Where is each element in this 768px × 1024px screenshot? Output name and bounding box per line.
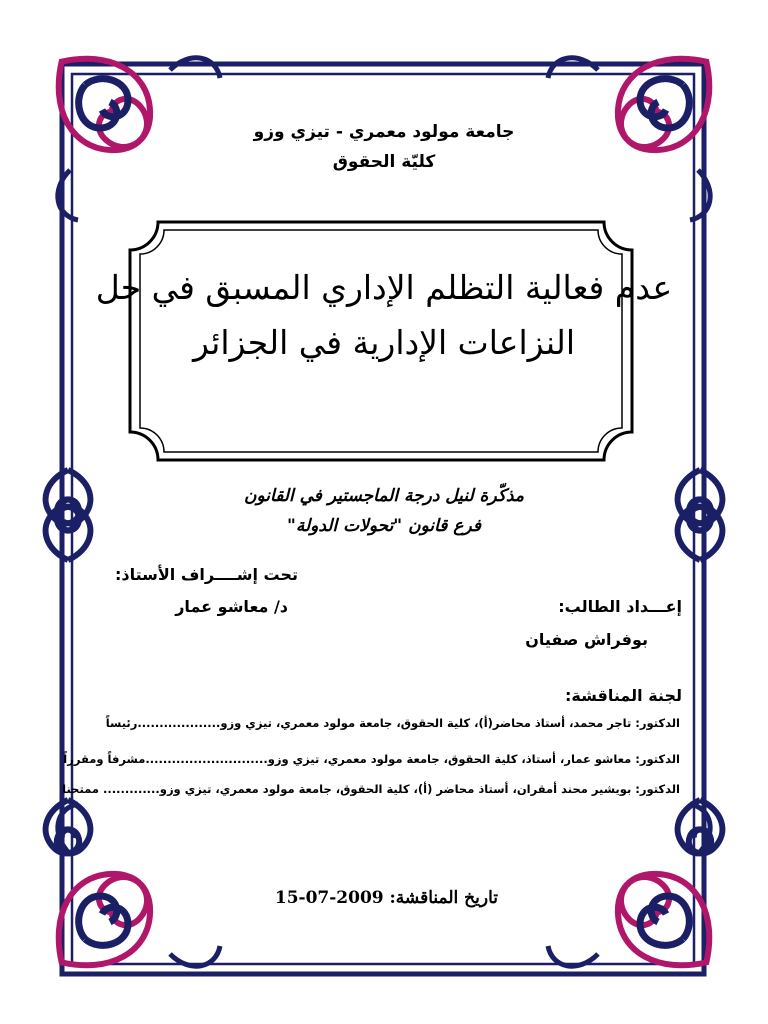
thesis-branch: فرع قانون "تحولات الدولة": [287, 516, 481, 536]
committee-member-1: الدكتور: تاجر محمد، أستاذ محاضر(أ)، كلية الحقوق، جامعة مولود معمري، تيزي وزو...................رئيساً: [105, 716, 680, 730]
defense-date-label: تاريخ المناقشة:: [389, 888, 498, 908]
university-name: جامعة مولود معمري - تيزي وزو: [253, 122, 515, 142]
supervision-label: تحت إشــــراف الأستاذ:: [114, 565, 298, 584]
thesis-title-line-2: النزاعات الإدارية في الجزائر: [192, 323, 576, 362]
committee-member-2: الدكتور: معاشو عمار، أستاذ، كلية الحقوق، جامعة مولود معمري، تيزي وزو............................مشرفاً ومقرراً: [63, 752, 680, 766]
defense-date: [275, 888, 498, 908]
student-label: إعـــداد الطالب:: [558, 597, 682, 616]
defense-date-value: 15-07-2009: [274, 888, 384, 908]
committee-label: لجنة المناقشة:: [565, 686, 682, 705]
student-name: بوفراش صفيان: [525, 630, 648, 649]
thesis-title-line-1: عدم فعالية التظلم الإداري المسبق في حل: [95, 268, 673, 307]
committee-member-3: الدكتور: بويشير محند أمقران، أستاذ محاضر (أ)، كلية الحقوق، جامعة مولود معمري، تيزي وزو............. ممتحنا: [62, 782, 680, 796]
thesis-degree: مذكّرة لنيل درجة الماجستير في القانون: [244, 486, 524, 506]
supervisor-name: د/ معاشو عمار: [175, 597, 288, 616]
faculty-name: كليّة الحقوق: [332, 152, 436, 172]
